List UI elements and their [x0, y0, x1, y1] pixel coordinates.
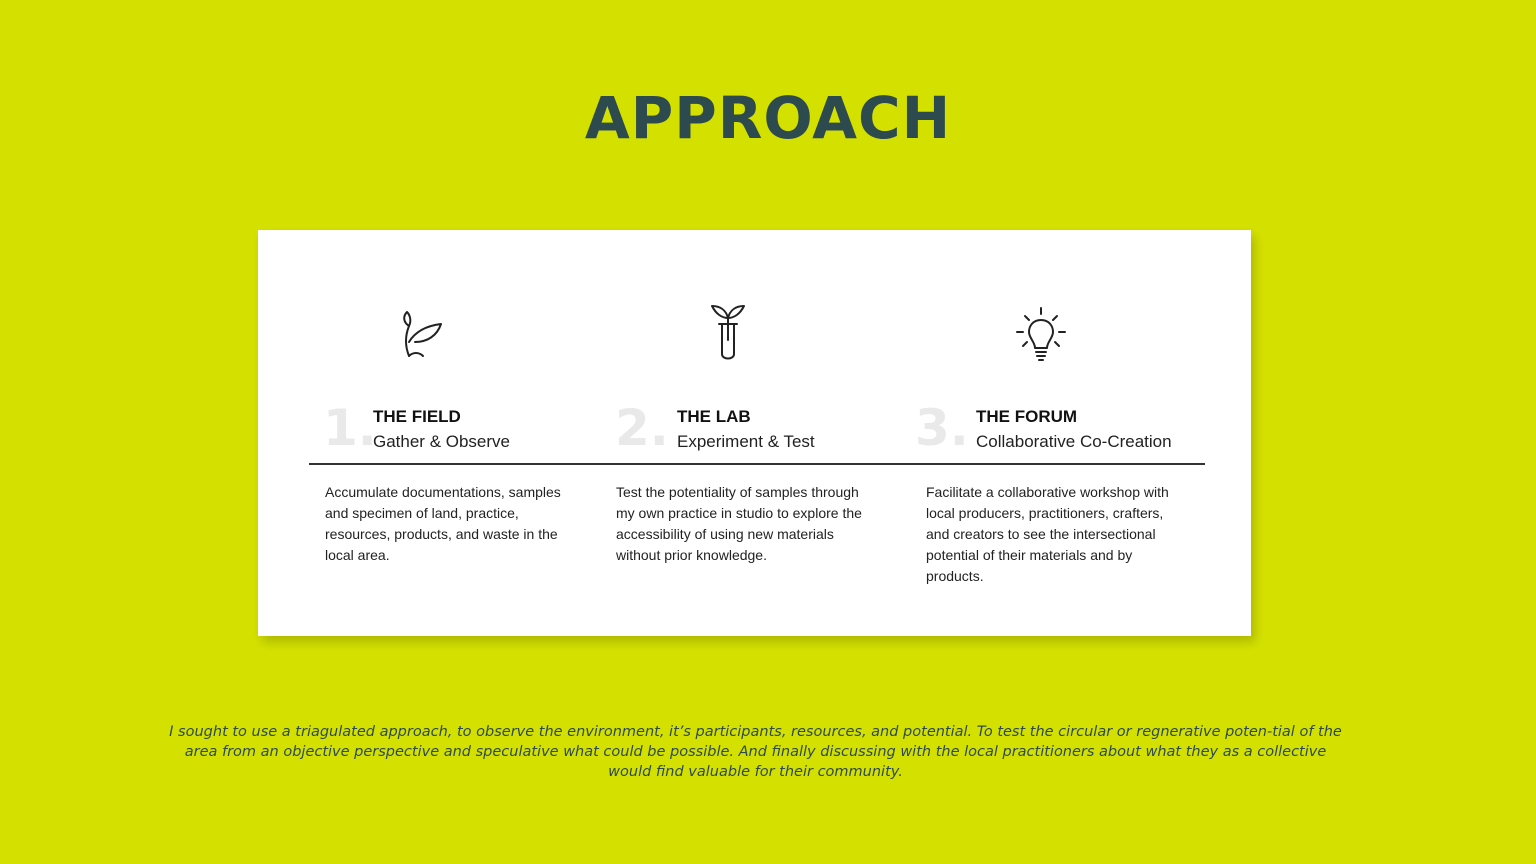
step-subtitle: Gather & Observe — [373, 432, 511, 451]
divider — [309, 463, 1205, 465]
lightbulb-icon — [1011, 304, 1071, 368]
step-number: 3. — [915, 399, 969, 457]
step-title: THE FORUM — [976, 407, 1078, 426]
step-number: 2. — [615, 399, 669, 457]
sprout-icon — [391, 308, 451, 372]
test-tube-plant-icon — [698, 300, 758, 364]
step-title: THE LAB — [677, 407, 751, 426]
step-description: Accumulate documentations, samples and specimen of land, practice, resources, products, and waste in the local area. — [325, 484, 561, 563]
approach-card — [258, 230, 1251, 636]
step-description: Test the potentiality of samples through my own practice in studio to explore the accessibility of using new materials without prior knowledge. — [616, 484, 862, 563]
step-number: 1. — [323, 399, 377, 457]
step-description: Facilitate a collaborative workshop with local producers, practitioners, crafters, and creators to see the intersectional potential of their materials and by products. — [926, 484, 1169, 584]
step-subtitle: Collaborative Co-Creation — [976, 432, 1172, 451]
footer-text: I sought to use a triagulated approach, to observe the environment, it’s participants, resources, and potential. To test the circular or regnerative poten-tial of the area from an objective perspective and speculative what could be possible. And finally discussing with the local practitioners about what they as a collective would find valuable for their community. — [169, 724, 1342, 780]
step-subtitle: Experiment & Test — [677, 432, 815, 451]
page-title: APPROACH — [584, 84, 952, 152]
step-title: THE FIELD — [373, 407, 461, 426]
